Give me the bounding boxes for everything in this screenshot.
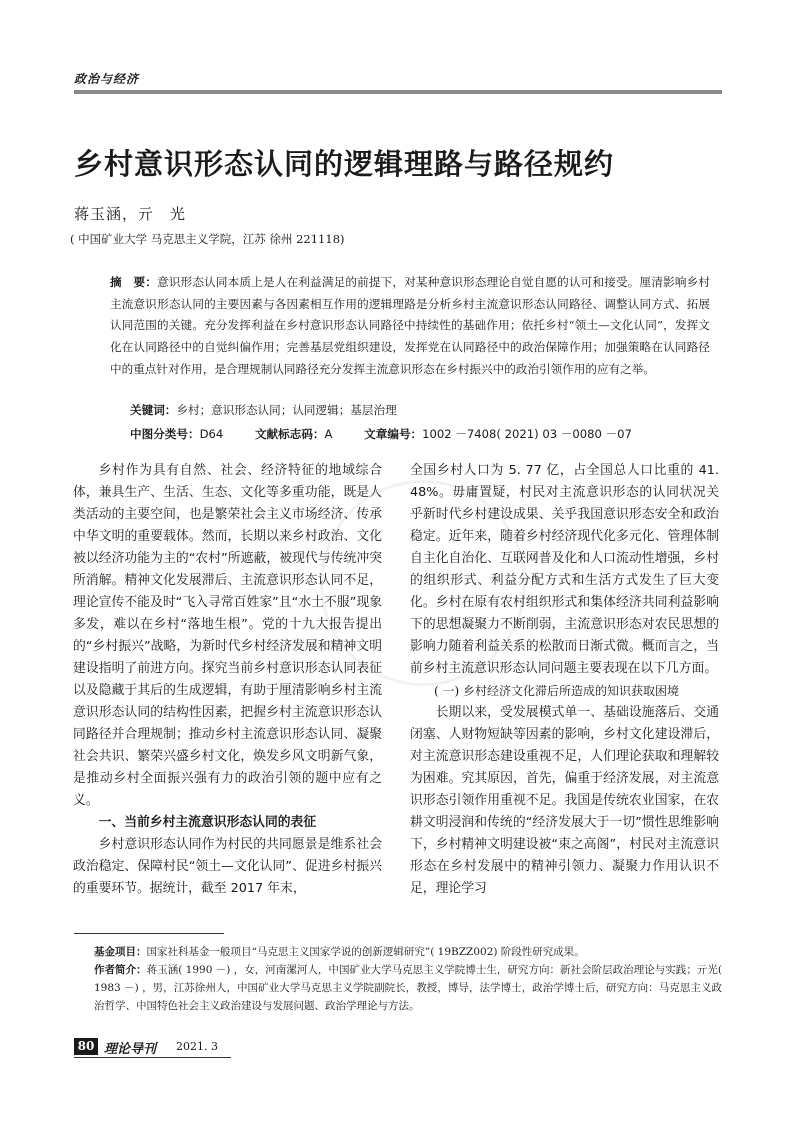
- article-authors: 蒋玉涵，亓 光: [74, 205, 187, 223]
- author-note: [94, 961, 722, 1015]
- footnote-rule: [74, 933, 224, 934]
- clc-label: 中图分类号：: [130, 427, 200, 441]
- footnotes: [94, 943, 722, 1015]
- author-note-text: 蒋玉涵( 1990 －) ，女，河南漯河人，中国矿业大学马克思主义学院博士生，研究方向：新社会阶层政治理论与实践；亓光( 1983 －) ，男，江苏徐州人，中国矿业大学马克思主义学院副院长，教授，博导，法学博士，政治学博士后，研究方向：马克思主义政治哲学、中国特色社会主义政治建设与发展问题、政治学理论与方法。: [94, 964, 723, 1012]
- fund-note: [94, 943, 722, 961]
- footer-rule: [74, 1057, 231, 1058]
- article-number-value: 1002 －7408( 2021) 03 －0080 －07: [422, 427, 632, 441]
- page-number: 80: [74, 1038, 98, 1055]
- article-number-label: 文章编号：: [364, 427, 423, 441]
- keywords-label: 关键词：: [130, 403, 177, 417]
- doc-code: [255, 427, 333, 441]
- section-label: 政治与经济: [74, 72, 140, 86]
- doc-code-value: A: [324, 427, 333, 441]
- keywords: [130, 402, 397, 418]
- journal-name: 理论导刊: [104, 1042, 157, 1057]
- clc-value: D64: [199, 427, 224, 441]
- classification-line: [130, 426, 660, 442]
- author-note-label: 作者简介：: [94, 964, 147, 976]
- clc: [130, 427, 223, 441]
- abstract-label: 摘 要：: [110, 275, 158, 289]
- section-heading: 一、当前乡村主流意识形态认同的表征: [98, 815, 317, 830]
- issue-number: 2021. 3: [176, 1040, 218, 1053]
- body-column-right: [410, 460, 719, 900]
- paragraph: 长期以来，受发展模式单一、基础设施落后、交通闭塞、人财物短缺等因素的影响，乡村文化建设滞后，对主流意识形态建设重视不足，人们理论获取和理解较为困难。究其原因，首先，偏重于经济发展，对主流意识形态引领作用重视不足。我国是传统农业国家，在农耕文明浸润和传统的“经济发展大于一切”惯性思维影响下，乡村精神文明建设被“束之高阁”，村民对主流意识形态在乡村发展中的精神引领力、凝聚力作用认识不足，理论学习: [410, 705, 719, 896]
- subsection-heading: ( 一) 乡村经济文化滞后所造成的知识获取困境: [434, 684, 679, 698]
- article-number: [364, 427, 632, 441]
- doc-code-label: 文献标志码：: [254, 427, 325, 441]
- abstract-text: 意识形态认同本质上是人在利益满足的前提下，对某种意识形态理论自觉自愿的认可和接受。厘清影响乡村主流意识形态认同的主要因素与各因素相互作用的逻辑理路是分析乡村主流意识形态认同路径、调整认同方式、拓展认同范围的关键。充分发挥利益在乡村意识形态认同路径中持续性的基础作用；依托乡村“领土—文化认同”，发挥文化在认同路径中的自觉纠偏作用；完善基层党组织建设，发挥党在认同路径中的政治保障作用；加强策略在认同路径中的重点针对作用，是合理规制认同路径充分发挥主流意识形态在乡村振兴中的政治引领作用的应有之举。: [110, 275, 710, 376]
- abstract: [110, 272, 710, 381]
- fund-label: 基金项目：: [94, 946, 147, 958]
- fund-text: 国家社科基金一般项目“马克思主义国家学说的创新逻辑研究”( 19BZZ002) 阶段性研究成果。: [146, 946, 585, 958]
- header-rule: [74, 90, 722, 94]
- paragraph: 全国乡村人口为 5. 77 亿，占全国总人口比重的 41. 48%。毋庸置疑，村民对主流意识形态的认同状况关乎新时代乡村建设成果、关乎我国意识形态安全和政治稳定。近年来，随着乡村经济现代化多元化、管理体制自主化自治化、互联网普及化和人口流动性增强，乡村的组织形式、利益分配方式和生活方式发生了巨大变化。乡村在原有农村组织形式和集体经济共同利益影响下的思想凝聚力不断削弱，主流意识形态对农民思想的影响力随着利益关系的松散而日渐式微。概而言之，当前乡村主流意识形态认同问题主要表现在以下几方面。: [410, 463, 719, 676]
- paragraph: 乡村作为具有自然、社会、经济特征的地域综合体，兼具生产、生活、生态、文化等多重功能，既是人类活动的主要空间，也是繁荣社会主义市场经济、传承中华文明的重要载体。然而，长期以来乡村政治、文化被以经济功能为主的“农村”所遮蔽，被现代与传统冲突所消解。精神文化发展滞后、主流意识形态认同不足，理论宣传不能及时“飞入寻常百姓家”且“水土不服”现象多发，难以在乡村“落地生根”。党的十九大报告提出的“乡村振兴”战略，为新时代乡村经济发展和精神文明建设指明了前进方向。探究当前乡村意识形态认同表征以及隐藏于其后的生成逻辑，有助于厘清影响乡村主流意识形态认同的结构性因素，把握乡村主流意识形态认同路径并合理规制；推动乡村主流意识形态认同、凝聚社会共识、繁荣兴盛乡村文化，焕发乡风文明新气象，是推动乡村全面振兴强有力的政治引领的题中应有之义。: [73, 463, 382, 808]
- author-affiliation: ( 中国矿业大学 马克思主义学院，江苏 徐州 221118): [70, 232, 345, 246]
- keywords-text: 乡村；意识形态认同；认同逻辑；基层治理: [176, 403, 397, 417]
- body-column-left: [73, 460, 382, 900]
- paragraph: 乡村意识形态认同作为村民的共同愿景是维系社会政治稳定、保障村民“领土—文化认同”、促进乡村振兴的重要环节。据统计，截至 2017 年末，: [73, 837, 382, 896]
- article-title: 乡村意识形态认同的逻辑理路与路径规约: [74, 147, 615, 181]
